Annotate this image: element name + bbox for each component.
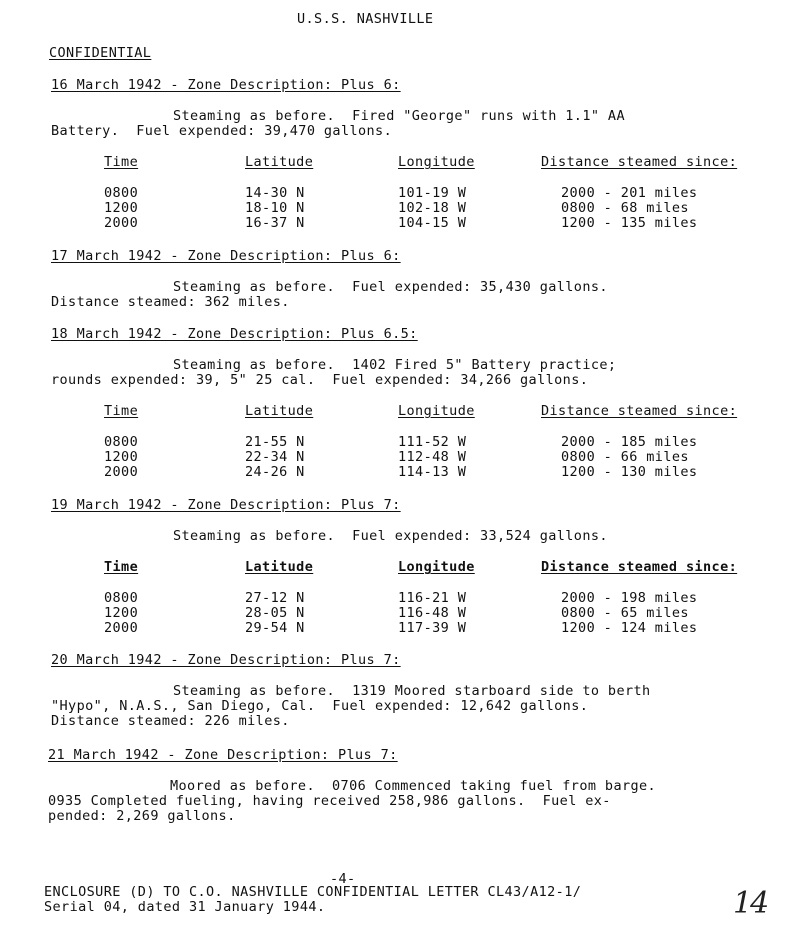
table-cell-time: 1200 — [104, 449, 139, 465]
table-header-longitude: Longitude — [398, 154, 475, 170]
table-header-time: Time — [104, 154, 139, 170]
table-cell-time: 0800 — [104, 434, 139, 450]
table-header-time: Time — [104, 403, 139, 419]
table-cell-distance: 0800 - 65 miles — [561, 605, 689, 621]
table-cell-longitude: 116-48 W — [398, 605, 467, 621]
table-cell-longitude: 111-52 W — [398, 434, 467, 450]
entry-text-line: Steaming as before. Fuel expended: 35,430 gallons. — [173, 279, 608, 295]
table-cell-distance: 2000 - 201 miles — [561, 185, 698, 201]
entry-heading: 21 March 1942 - Zone Description: Plus 7: — [48, 747, 398, 763]
table-cell-distance: 2000 - 185 miles — [561, 434, 698, 450]
enclosure-line: Serial 04, dated 31 January 1944. — [44, 899, 326, 915]
entry-heading: 17 March 1942 - Zone Description: Plus 6: — [51, 248, 401, 264]
entry-text-line: Steaming as before. 1319 Moored starboard side to berth — [173, 683, 651, 699]
entry-text-line: Steaming as before. 1402 Fired 5" Battery practice; — [173, 357, 617, 373]
table-header-time: Time — [104, 559, 139, 575]
page-number: -4- — [330, 871, 356, 887]
table-cell-latitude: 14-30 N — [245, 185, 305, 201]
table-cell-latitude: 29-54 N — [245, 620, 305, 636]
table-cell-latitude: 18-10 N — [245, 200, 305, 216]
table-cell-distance: 1200 - 124 miles — [561, 620, 698, 636]
table-cell-time: 2000 — [104, 215, 139, 231]
table-header-longitude: Longitude — [398, 403, 475, 419]
table-cell-distance: 0800 - 68 miles — [561, 200, 689, 216]
table-header-distance: Distance steamed since: — [541, 154, 738, 170]
entry-heading: 20 March 1942 - Zone Description: Plus 7: — [51, 652, 401, 668]
table-cell-latitude: 22-34 N — [245, 449, 305, 465]
table-header-latitude: Latitude — [245, 403, 314, 419]
entry-text-line: Distance steamed: 226 miles. — [51, 713, 290, 729]
table-cell-time: 1200 — [104, 605, 139, 621]
table-cell-longitude: 116-21 W — [398, 590, 467, 606]
entry-text-line: Moored as before. 0706 Commenced taking fuel from barge. — [170, 778, 657, 794]
table-cell-distance: 1200 - 130 miles — [561, 464, 698, 480]
entry-text-line: rounds expended: 39, 5" 25 cal. Fuel expended: 34,266 gallons. — [51, 372, 589, 388]
entry-text-line: Distance steamed: 362 miles. — [51, 294, 290, 310]
table-cell-time: 1200 — [104, 200, 139, 216]
table-header-longitude: Longitude — [398, 559, 475, 575]
table-header-latitude: Latitude — [245, 559, 314, 575]
entry-heading: 16 March 1942 - Zone Description: Plus 6: — [51, 77, 401, 93]
classification-label: CONFIDENTIAL — [49, 45, 152, 61]
table-cell-time: 0800 — [104, 590, 139, 606]
table-cell-longitude: 114-13 W — [398, 464, 467, 480]
table-cell-distance: 1200 - 135 miles — [561, 215, 698, 231]
table-cell-latitude: 27-12 N — [245, 590, 305, 606]
ship-name: U.S.S. NASHVILLE — [297, 11, 434, 27]
entry-heading: 18 March 1942 - Zone Description: Plus 6.5: — [51, 326, 418, 342]
table-cell-longitude: 112-48 W — [398, 449, 467, 465]
table-cell-longitude: 104-15 W — [398, 215, 467, 231]
table-cell-latitude: 28-05 N — [245, 605, 305, 621]
table-cell-distance: 2000 - 198 miles — [561, 590, 698, 606]
table-cell-distance: 0800 - 66 miles — [561, 449, 689, 465]
entry-text-line: pended: 2,269 gallons. — [48, 808, 236, 824]
table-cell-latitude: 16-37 N — [245, 215, 305, 231]
table-cell-latitude: 21-55 N — [245, 434, 305, 450]
table-cell-longitude: 101-19 W — [398, 185, 467, 201]
entry-text-line: 0935 Completed fueling, having received 258,986 gallons. Fuel ex- — [48, 793, 611, 809]
entry-text-line: Steaming as before. Fired "George" runs with 1.1" AA — [173, 108, 625, 124]
table-header-latitude: Latitude — [245, 154, 314, 170]
table-cell-longitude: 117-39 W — [398, 620, 467, 636]
entry-heading: 19 March 1942 - Zone Description: Plus 7: — [51, 497, 401, 513]
entry-text-line: Battery. Fuel expended: 39,470 gallons. — [51, 123, 393, 139]
table-header-distance: Distance steamed since: — [541, 403, 738, 419]
table-header-distance: Distance steamed since: — [541, 559, 738, 575]
table-cell-time: 0800 — [104, 185, 139, 201]
table-cell-latitude: 24-26 N — [245, 464, 305, 480]
entry-text-line: "Hypo", N.A.S., San Diego, Cal. Fuel expended: 12,642 gallons. — [51, 698, 589, 714]
enclosure-line: ENCLOSURE (D) TO C.O. NASHVILLE CONFIDENTIAL LETTER CL43/A12-1/ — [44, 884, 582, 900]
entry-text-line: Steaming as before. Fuel expended: 33,524 gallons. — [173, 528, 608, 544]
table-cell-time: 2000 — [104, 464, 139, 480]
table-cell-time: 2000 — [104, 620, 139, 636]
handwritten-page-number: 14 — [733, 886, 768, 921]
table-cell-longitude: 102-18 W — [398, 200, 467, 216]
